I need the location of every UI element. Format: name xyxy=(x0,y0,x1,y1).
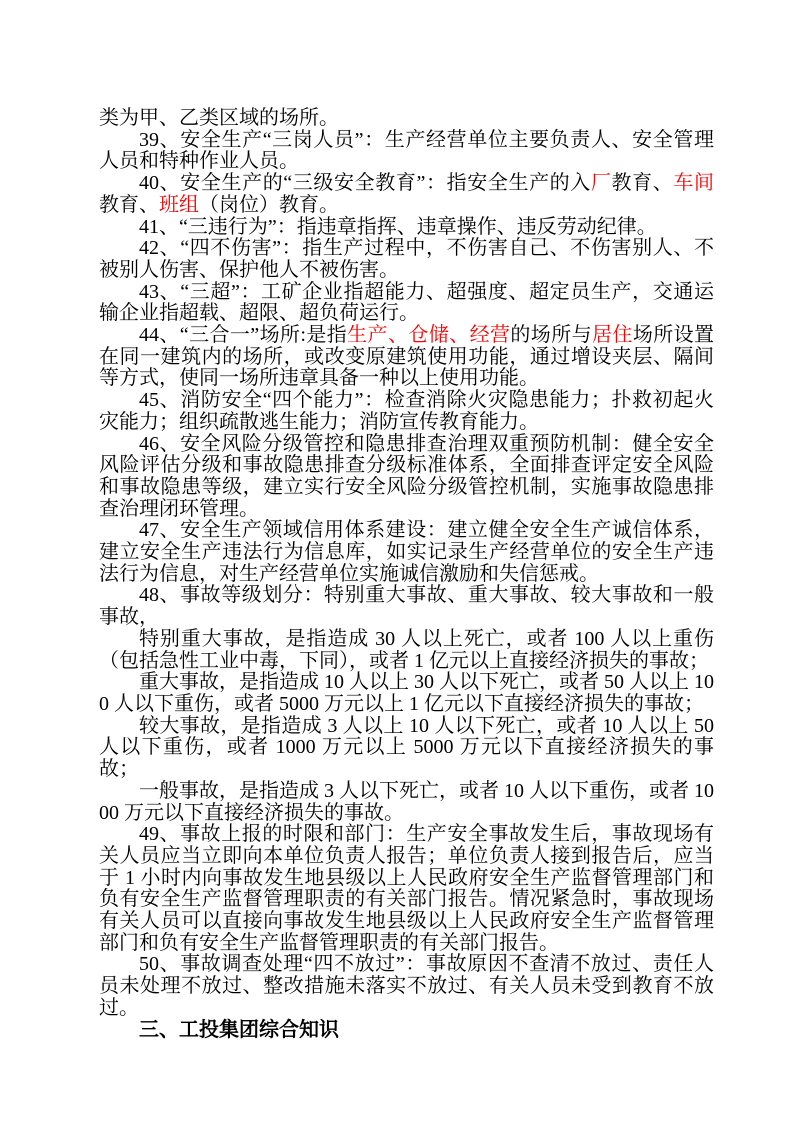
highlighted-text-run: 居住 xyxy=(592,324,633,347)
text-run: 的场所与 xyxy=(510,324,593,347)
text-run: （岗位）教育。 xyxy=(199,193,339,216)
paragraph xyxy=(99,585,714,628)
paragraph xyxy=(99,954,714,1019)
text-run: 46、安全风险分级管控和隐患排查治理双重预防机制：健全安全风险评估分级和事故隐患排查分级标准体系，全面排查评定安全风险和事故隐患等级，建立实行安全风险分级管控机制，实施事故隐患排查治理闭环管理。 xyxy=(99,432,714,520)
text-run: 特别重大事故，是指造成 30 人以上死亡，或者 100 人以上重伤（包括急性工业中毒，下同），或者 1 亿元以上直接经济损失的事故； xyxy=(99,627,714,672)
paragraph xyxy=(99,434,714,521)
text-run: 重大事故，是指造成 10 人以上 30 人以下死亡，或者 50 人以上 100 人以下重伤，或者 5000 万元以上 1 亿元以下直接经济损失的事故； xyxy=(99,671,714,715)
text-run: 49、事故上报的时限和部门：生产安全事故发生后，事故现场有关人员应当立即向本单位负责人报告；单位负责人接到报告后，应当于 1 小时内向事故发生地县级以上人民政府安全生产监督管理部门和负有安全生产监督管理职责的有关部门报告。情况紧急时，事故现场有关人员可以直接向事故发生地县级以上人民政府安全生产监督管理部门和负有安全生产监督管理职责的有关部门报告。 xyxy=(99,823,714,954)
paragraph xyxy=(99,672,714,715)
text-run: 较大事故，是指造成 3 人以上 10 人以下死亡，或者 10 人以上 50 人以下重伤，或者 1000 万元以上 5000 万元以下直接经济损失的事故； xyxy=(99,714,714,781)
paragraph xyxy=(99,325,714,390)
text-run: 47、安全生产领域信用体系建设：建立健全安全生产诚信体系，建立安全生产违法行为信息库，如实记录生产经营单位的安全生产违法行为信息，对生产经营单位实施诚信激励和失信惩戒。 xyxy=(99,519,714,585)
paragraph xyxy=(99,390,714,433)
text-run: 42、“四不伤害”：指生产过程中，不伤害自己、不伤害别人、不被别人伤害、保护他人不被伤害。 xyxy=(99,237,714,281)
paragraph xyxy=(99,130,714,173)
document-content xyxy=(99,108,714,1041)
text-run: 类为甲、乙类区域的场所。 xyxy=(99,107,339,129)
text-run: 43、“三超”：工矿企业指超能力、超强度、超定员生产，交通运输企业指超载、超限、超负荷运行。 xyxy=(99,280,714,325)
paragraph xyxy=(99,781,714,824)
text-run: 一般事故，是指造成 3 人以下死亡，或者 10 人以下重伤，或者 1000 万元以下直接经济损失的事故。 xyxy=(99,779,714,824)
highlighted-text-run: 厂 xyxy=(590,172,612,195)
paragraph xyxy=(99,282,714,325)
paragraph xyxy=(99,173,714,216)
section-heading xyxy=(99,1020,714,1042)
text-run: 50、事故调查处理“四不放过”：事故原因不查清不放过、责任人员未处理不放过、整改措施未落实不放过、有关人员未受到教育不放过。 xyxy=(99,953,714,1019)
text-run: 教育、 xyxy=(611,172,674,195)
text-run: 41、“三违行为”：指违章指挥、违章操作、违反劳动纪律。 xyxy=(139,215,657,238)
text-run: 教育、 xyxy=(99,193,159,216)
paragraph xyxy=(99,824,714,954)
text-run: 40、安全生产的“三级安全教育”：指安全生产的入 xyxy=(139,172,591,195)
text-run: 44、“三合一”场所:是指 xyxy=(139,324,348,347)
paragraph xyxy=(99,108,714,130)
text-run: 场所设置在同一建筑内的场所，或改变原建筑使用功能，通过增设夹层、隔间等方式，使同一场所违章具备一种以上使用功能。 xyxy=(99,324,715,390)
paragraph xyxy=(99,238,714,281)
text-run: 48、事故等级划分：特别重大事故、重大事故、较大事故和一般事故， xyxy=(99,584,714,629)
paragraph xyxy=(99,716,714,781)
highlighted-text-run: 生产、仓储、经营 xyxy=(347,324,511,347)
text-run: 45、消防安全“四个能力”：检查消除火灾隐患能力；扑救初起火灾能力；组织疏散逃生能力；消防宣传教育能力。 xyxy=(99,389,714,433)
text-run: 39、安全生产“三岗人员”：生产经营单位主要负责人、安全管理人员和特种作业人员。 xyxy=(99,128,714,173)
paragraph xyxy=(99,629,714,672)
highlighted-text-run: 车间 xyxy=(673,172,715,195)
paragraph xyxy=(99,520,714,585)
paragraph xyxy=(99,217,714,239)
highlighted-text-run: 班组 xyxy=(159,193,199,216)
text-run: 三、工投集团综合知识 xyxy=(139,1018,339,1041)
